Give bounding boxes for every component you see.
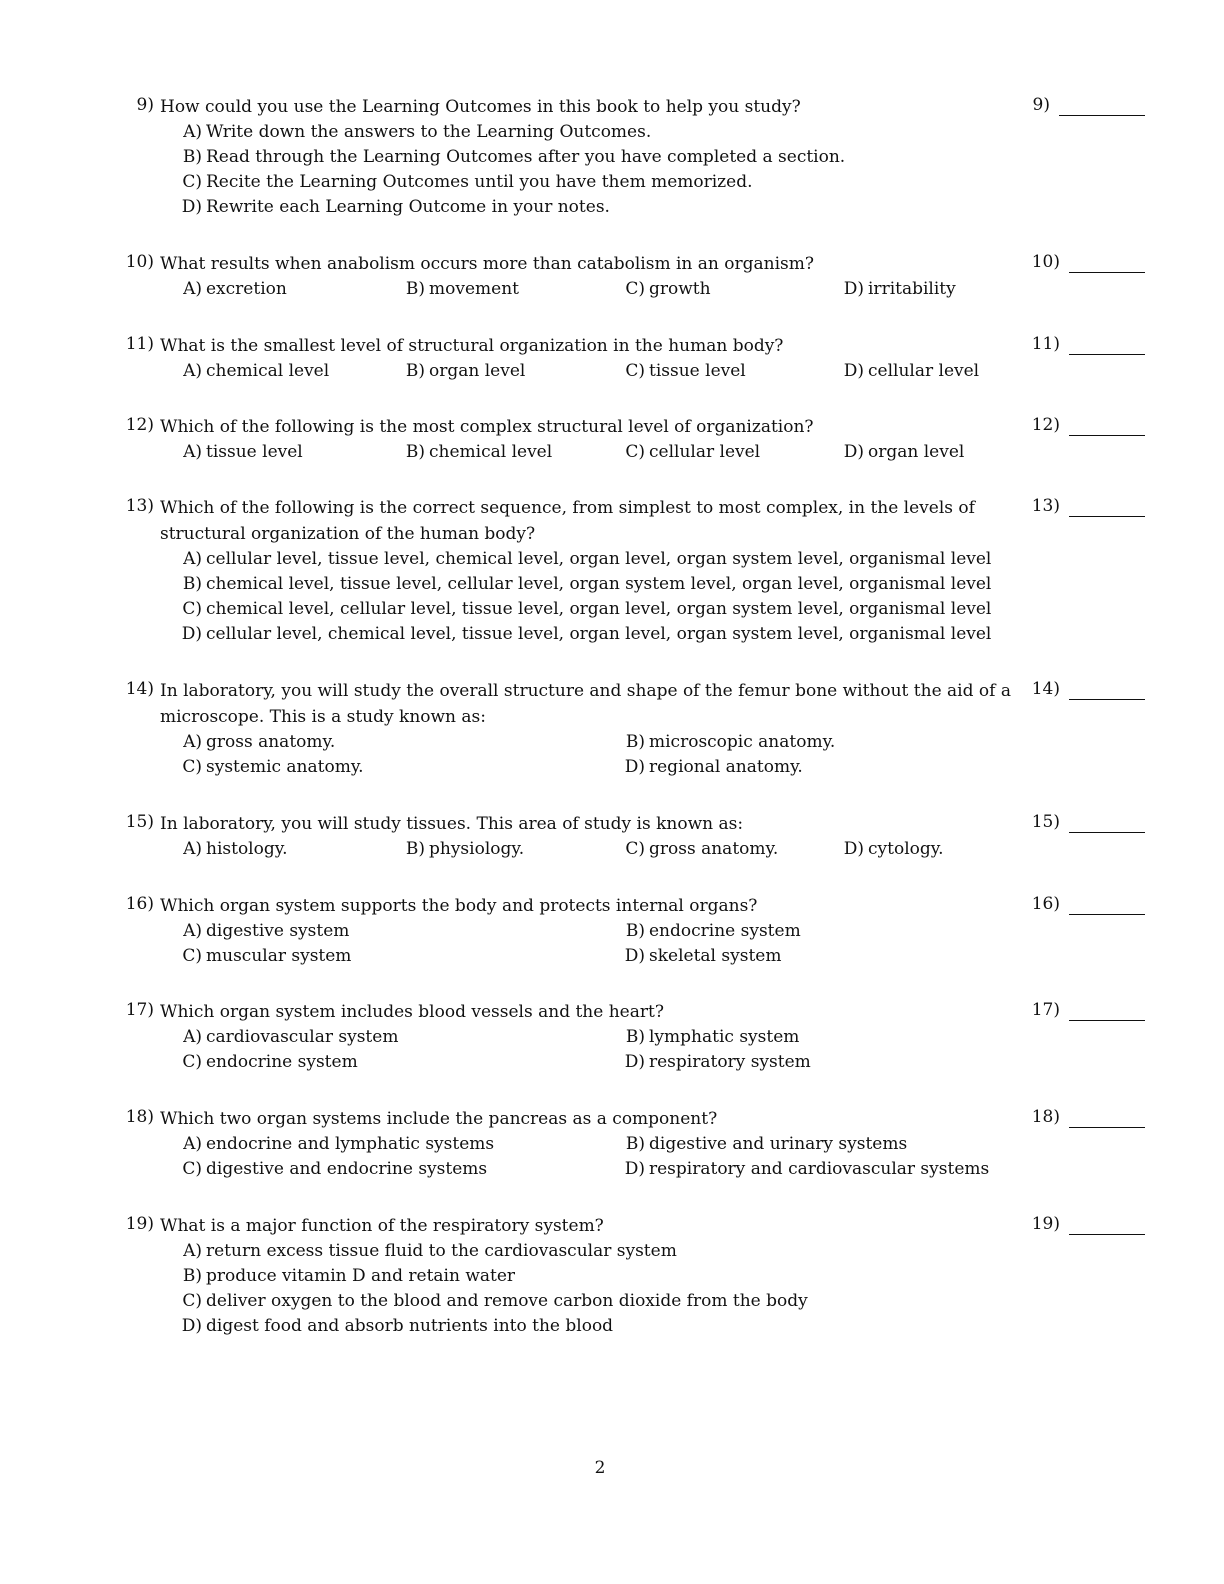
option-d[interactable]: D) organ level xyxy=(843,442,965,462)
question-number: 9) xyxy=(136,95,154,115)
answer-blank[interactable] xyxy=(1069,914,1145,915)
question-number: 13) xyxy=(125,496,154,516)
question-text: What is a major function of the respiratory system? xyxy=(160,1216,604,1236)
answer-blank[interactable] xyxy=(1069,435,1145,436)
answer-blank[interactable] xyxy=(1059,115,1145,116)
option-d[interactable]: D) skeletal system xyxy=(624,946,782,966)
answer-blank[interactable] xyxy=(1069,1020,1145,1021)
option-c[interactable]: C) digestive and endocrine systems xyxy=(182,1159,488,1179)
option-b[interactable]: B) physiology. xyxy=(405,839,525,859)
question-number: 10) xyxy=(125,252,154,272)
option-b[interactable]: B) Read through the Learning Outcomes after you have completed a section. xyxy=(182,147,846,167)
option-d[interactable]: D) cellular level xyxy=(843,361,980,381)
option-d[interactable]: D) cytology. xyxy=(843,839,944,859)
option-d[interactable]: D) respiratory system xyxy=(624,1052,811,1072)
question-text: What is the smallest level of structural organization in the human body? xyxy=(160,336,784,356)
option-a[interactable]: A) cardiovascular system xyxy=(183,1027,399,1047)
question-number: 16) xyxy=(125,894,154,914)
option-d[interactable]: D) irritability xyxy=(843,279,956,299)
answer-blank[interactable] xyxy=(1069,354,1145,355)
option-a[interactable]: A) chemical level xyxy=(183,361,330,381)
question-text: Which two organ systems include the pancreas as a component? xyxy=(160,1109,718,1129)
question-text: Which of the following is the correct sequence, from simplest to most complex, in the levels of structural organization of the human body? xyxy=(160,498,975,544)
option-d[interactable]: D) digest food and absorb nutrients into the blood xyxy=(181,1316,614,1336)
answer-number: 18) xyxy=(1031,1107,1060,1127)
option-b[interactable]: B) digestive and urinary systems xyxy=(625,1134,908,1154)
question-number: 18) xyxy=(125,1107,154,1127)
option-d[interactable]: D) cellular level, chemical level, tissue level, organ level, organ system level, organismal level xyxy=(181,624,992,644)
answer-number: 11) xyxy=(1031,334,1060,354)
answer-number: 15) xyxy=(1031,812,1060,832)
question-number: 14) xyxy=(125,679,154,699)
question-text: Which organ system supports the body and protects internal organs? xyxy=(160,896,758,916)
answer-number: 12) xyxy=(1031,415,1060,435)
question-text: How could you use the Learning Outcomes in this book to help you study? xyxy=(160,97,801,117)
option-b[interactable]: B) produce vitamin D and retain water xyxy=(182,1266,516,1286)
question-text: What results when anabolism occurs more than catabolism in an organism? xyxy=(160,254,814,274)
question-number: 15) xyxy=(125,812,154,832)
answer-blank[interactable] xyxy=(1069,272,1145,273)
option-c[interactable]: C) gross anatomy. xyxy=(625,839,779,859)
option-c[interactable]: C) cellular level xyxy=(625,442,761,462)
option-c[interactable]: C) tissue level xyxy=(625,361,746,381)
option-a[interactable]: A) excretion xyxy=(183,279,287,299)
option-c[interactable]: C) systemic anatomy. xyxy=(182,757,364,777)
option-c[interactable]: C) growth xyxy=(625,279,711,299)
option-b[interactable]: B) microscopic anatomy. xyxy=(625,732,836,752)
answer-blank[interactable] xyxy=(1069,832,1145,833)
option-d[interactable]: D) respiratory and cardiovascular systems xyxy=(624,1159,990,1179)
option-a[interactable]: A) digestive system xyxy=(183,921,350,941)
option-b[interactable]: B) movement xyxy=(405,279,519,299)
answer-number: 10) xyxy=(1031,252,1060,272)
option-a[interactable]: A) endocrine and lymphatic systems xyxy=(183,1134,495,1154)
option-b[interactable]: B) lymphatic system xyxy=(625,1027,800,1047)
option-b[interactable]: B) chemical level, tissue level, cellular level, organ system level, organ level, organismal level xyxy=(182,574,992,594)
option-a[interactable]: A) tissue level xyxy=(183,442,303,462)
option-b[interactable]: B) organ level xyxy=(405,361,526,381)
question-text: Which organ system includes blood vessels and the heart? xyxy=(160,1002,664,1022)
answer-number: 13) xyxy=(1031,496,1060,516)
option-a[interactable]: A) return excess tissue fluid to the cardiovascular system xyxy=(183,1241,677,1261)
question-text: In laboratory, you will study the overall structure and shape of the femur bone without the aid of a microscope. This is a study known as: xyxy=(160,681,1011,727)
option-c[interactable]: C) deliver oxygen to the blood and remove carbon dioxide from the body xyxy=(182,1291,808,1311)
question-text: Which of the following is the most complex structural level of organization? xyxy=(160,417,814,437)
option-c[interactable]: C) muscular system xyxy=(182,946,352,966)
option-a[interactable]: A) cellular level, tissue level, chemical level, organ level, organ system level, organismal level xyxy=(183,549,992,569)
answer-number: 19) xyxy=(1031,1214,1060,1234)
option-a[interactable]: A) histology. xyxy=(183,839,288,859)
answer-number: 14) xyxy=(1031,679,1060,699)
answer-blank[interactable] xyxy=(1069,699,1145,700)
option-b[interactable]: B) endocrine system xyxy=(625,921,801,941)
option-d[interactable]: D) Rewrite each Learning Outcome in your notes. xyxy=(181,197,610,217)
option-d[interactable]: D) regional anatomy. xyxy=(624,757,803,777)
option-c[interactable]: C) endocrine system xyxy=(182,1052,358,1072)
answer-blank[interactable] xyxy=(1069,1234,1145,1235)
question-number: 12) xyxy=(125,415,154,435)
option-a[interactable]: A) gross anatomy. xyxy=(183,732,336,752)
question-number: 19) xyxy=(125,1214,154,1234)
answer-blank[interactable] xyxy=(1069,1127,1145,1128)
option-a[interactable]: A) Write down the answers to the Learning Outcomes. xyxy=(183,122,652,142)
question-number: 17) xyxy=(125,1000,154,1020)
option-c[interactable]: C) Recite the Learning Outcomes until you have them memorized. xyxy=(182,172,753,192)
answer-number: 16) xyxy=(1031,894,1060,914)
page-number: 2 xyxy=(594,1458,606,1478)
answer-number: 17) xyxy=(1031,1000,1060,1020)
option-b[interactable]: B) chemical level xyxy=(405,442,553,462)
question-number: 11) xyxy=(125,334,154,354)
answer-blank[interactable] xyxy=(1069,516,1145,517)
question-text: In laboratory, you will study tissues. This area of study is known as: xyxy=(160,814,744,834)
answer-number: 9) xyxy=(1032,95,1050,115)
option-c[interactable]: C) chemical level, cellular level, tissue level, organ level, organ system level, organismal level xyxy=(182,599,992,619)
